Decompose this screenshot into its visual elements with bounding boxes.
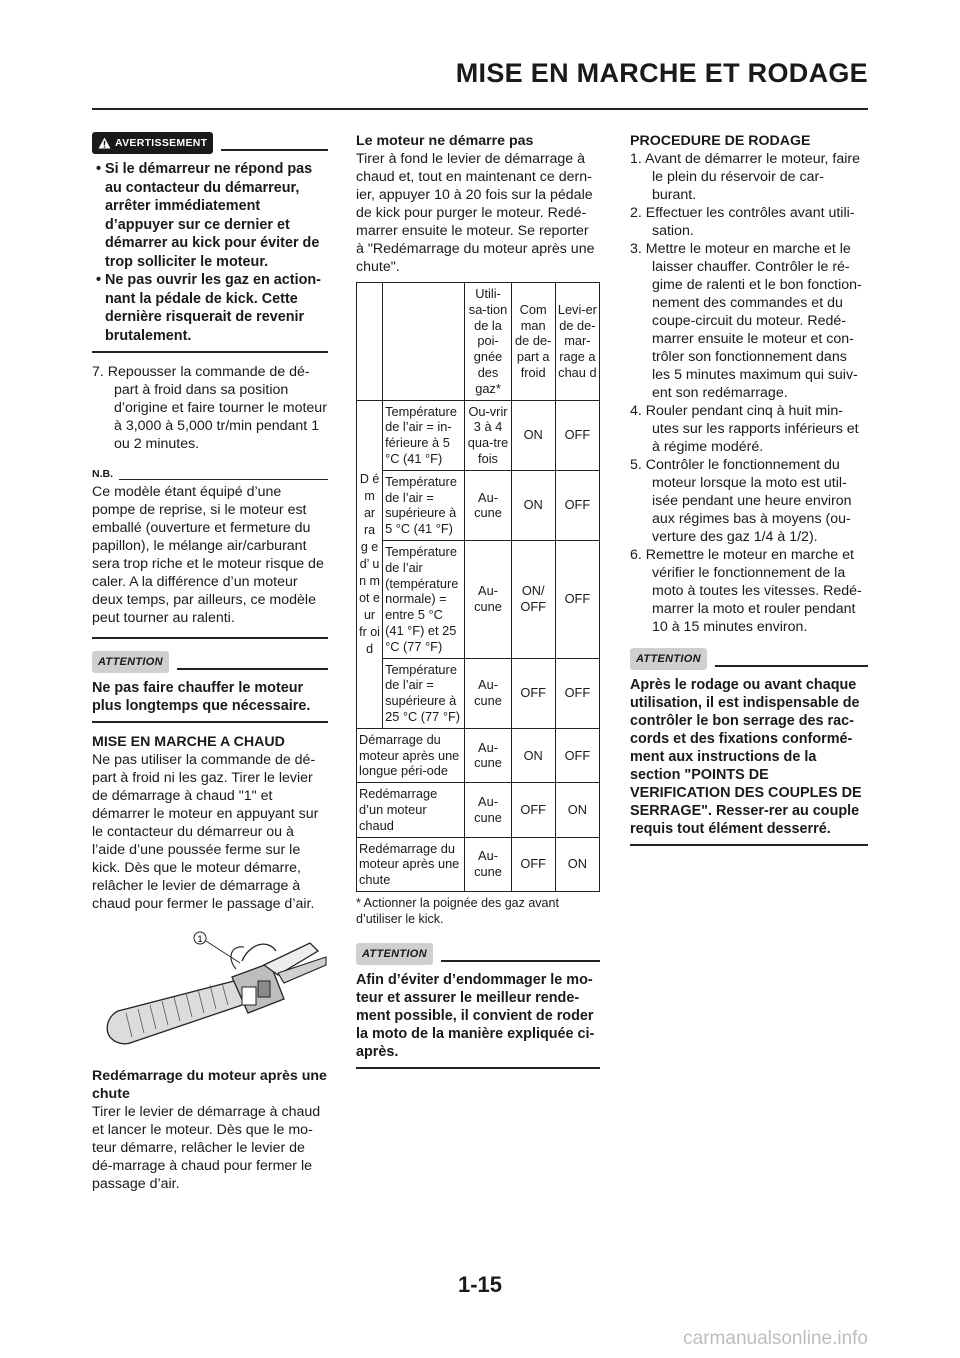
table-row-label: Redémarrage d’un moteur chaud — [357, 783, 465, 837]
attention-box-bottom — [630, 844, 868, 846]
attention-rule — [441, 960, 600, 962]
table-row-label: Température de l’air = supérieure à 25 °C (77 °F) — [383, 658, 465, 728]
break-in-steps — [630, 150, 868, 636]
no-start-text: Tirer à fond le levier de démarrage à chaud et, tout en maintenant ce dern-ier, appuyer 10 à 20 fois sur la pédale de kick pour purger le moteur. Redé-marrer ensuite le moteur. Se reporter à "Redémarrage du moteur après une chute". — [356, 151, 595, 275]
table-cell-choke: ON/ OFF — [511, 540, 555, 658]
table-cell-choke: OFF — [511, 783, 555, 837]
warning-badge — [92, 132, 213, 154]
table-cell-choke: OFF — [511, 658, 555, 728]
attention-badge: ATTENTION — [630, 648, 707, 670]
attention-header — [92, 651, 328, 673]
break-in-step: 5. Contrôler le fonctionnement du moteur lorsque la moto est util-isée pendant une heure environ aux régimes bas à moyens (ou-verture des gaz 1/4 à 1/2). — [630, 457, 852, 545]
page-number: 1-15 — [457, 1272, 503, 1297]
column-right — [630, 132, 868, 846]
table-cell-hot: OFF — [555, 470, 599, 540]
warning-rule — [221, 149, 328, 151]
figure-callout: 1 — [197, 934, 203, 944]
table-header-row — [357, 283, 600, 401]
handlebar-illustration — [92, 921, 328, 1061]
break-in-title: PROCEDURE DE RODAGE — [630, 133, 811, 149]
title-rule — [92, 108, 868, 110]
table-cell-hot: ON — [555, 837, 599, 891]
attention-box-bottom — [92, 721, 328, 723]
column-middle — [356, 132, 600, 1069]
table-header-cell: Utili-sa-tion de la poi-gnée des gaz* — [465, 283, 511, 401]
table-row — [357, 400, 600, 470]
attention-text: Après le rodage ou avant chaque utilisation, il est indispensable de contrôler le bon serrage des rac-cords et des fixations conformé-ment aux instructions de la section "POINTS DE VERIFICATION DES COUPLES DE SERRAGE". Resser-rer au couple requis tout élément desserré. — [630, 677, 862, 837]
table-footnote: * Actionner la poignée des gaz avant d’utiliser le kick. — [356, 895, 559, 926]
page-title: MISE EN MARCHE ET RODAGE — [455, 58, 868, 88]
attention-rule — [715, 665, 868, 667]
column-left — [92, 132, 328, 1193]
watermark: carmanualsonline.info — [683, 1328, 868, 1349]
attention-box-bottom — [356, 1067, 600, 1069]
warning-box-bottom — [92, 351, 328, 353]
table-corner-cell — [383, 283, 465, 401]
table-row-label: Température de l’air = supérieure à 5 °C (41 °F) — [383, 470, 465, 540]
table-group-label: D é m ar ra g e d’ u n m ot e ur fr oi d — [357, 400, 383, 728]
table-cell-throttle: Au-cune — [465, 837, 511, 891]
attention-text: Afin d’éviter d’endommager le mo-teur et assurer le meilleur rende-ment possible, il convient de roder la moto de la manière expliquée ci-après. — [356, 971, 595, 1060]
attention-badge: ATTENTION — [356, 943, 433, 965]
table-cell-throttle: Au-cune — [465, 783, 511, 837]
table-cell-throttle: Au-cune — [465, 728, 511, 782]
step-list — [92, 363, 328, 453]
break-in-step: 6. Remettre le moteur en marche et vérifier le fonctionnement de la moto à toutes les vitesses. Redé-marrer la moto et rouler pendant 10 à 15 minutes environ. — [630, 547, 862, 635]
hot-start-text: Ne pas utiliser la commande de dé-part à froid ni les gaz. Tirer le levier de démarrage à chaud "1" et démarrer le moteur en appuyant sur le contacteur du démarreur ou à l’aide d’une poussée ferme sur le kick. Dès que le moteur démarre, relâcher le levier de démarrage à chaud pour fermer le passage d’air. — [92, 752, 319, 912]
table-row-label: Démarrage du moteur après une longue péri-ode — [357, 728, 465, 782]
step-7: 7. Repousser la commande de dé-part à froid dans sa position d’origine et faire tourner le moteur à 3,000 à 5,000 tr/min pendant 1 ou 2 minutes. — [92, 364, 327, 452]
break-in-step: 3. Mettre le moteur en marche et le laisser chauffer. Contrôler le ré-gime de ralenti et le bon fonction-nement des commandes et du coupe-circuit du moteur. Redé-marrer ensuite le moteur et con-trôler son fonctionnement dans les 5 minutes maximum qui suiv-ent son redémarrage. — [630, 241, 862, 401]
table-row — [357, 728, 600, 782]
attention-header — [356, 943, 600, 965]
table-cell-hot: OFF — [555, 658, 599, 728]
table-cell-throttle: Au-cune — [465, 658, 511, 728]
table-cell-throttle: Au-cune — [465, 540, 511, 658]
no-start-title: Le moteur ne démarre pas — [356, 133, 534, 149]
table-row — [357, 540, 600, 658]
table-cell-hot: OFF — [555, 728, 599, 782]
warning-list — [92, 160, 328, 345]
table-cell-choke: ON — [511, 470, 555, 540]
table-cell-hot: ON — [555, 783, 599, 837]
nb-label: N.B. — [92, 468, 113, 480]
table-row — [357, 658, 600, 728]
table-cell-hot: OFF — [555, 540, 599, 658]
break-in-step: 1. Avant de démarrer le moteur, faire le plein du réservoir de car-burant. — [630, 151, 861, 203]
start-table — [356, 282, 600, 892]
table-row-label: Température de l’air (température normale) = entre 5 °C (41 °F) et 25 °C (77 °F) — [383, 540, 465, 658]
table-row-label: Température de l’air = in-férieure à 5 °C (41 °F) — [383, 400, 465, 470]
attention-rule — [177, 668, 328, 670]
warning-item: • Ne pas ouvrir les gaz en action-nant la pédale de kick. Cette dernière risquerait de revenir brutalement. — [96, 272, 321, 344]
nb-header — [92, 465, 328, 483]
table-cell-choke: ON — [511, 400, 555, 470]
table-row — [357, 783, 600, 837]
restart-title: Redémarrage du moteur après une chute — [92, 1068, 327, 1102]
table-row — [357, 837, 600, 891]
attention-header — [630, 648, 868, 670]
table-row — [357, 470, 600, 540]
hot-start-title: MISE EN MARCHE A CHAUD — [92, 734, 285, 750]
restart-text: Tirer le levier de démarrage à chaud et lancer le moteur. Dès que le mo-teur démarre, relâcher le levier de dé-marrage à chaud pour fermer le passage d’air. — [92, 1104, 321, 1192]
table-header-cell: Levi-er de de-mar-rage a chau d — [555, 283, 599, 401]
warning-triangle-icon — [98, 137, 111, 149]
table-row-label: Redémarrage du moteur après une chute — [357, 837, 465, 891]
table-header-cell: Com man de de-part a froid — [511, 283, 555, 401]
attention-badge: ATTENTION — [92, 651, 169, 673]
table-corner-cell — [357, 283, 383, 401]
warning-label: AVERTISSEMENT — [115, 137, 208, 149]
table-cell-hot: OFF — [555, 400, 599, 470]
nb-box-bottom — [92, 637, 328, 639]
table-cell-choke: ON — [511, 728, 555, 782]
attention-text: Ne pas faire chauffer le moteur plus longtemps que nécessaire. — [92, 680, 311, 714]
nb-rule — [119, 479, 328, 480]
warning-header — [92, 132, 328, 154]
table-cell-choke: OFF — [511, 837, 555, 891]
nb-text: Ce modèle étant équipé d’une pompe de reprise, si le moteur est emballé (ouverture et fermeture du papillon), le mélange air/carburant sera trop riche et le moteur risque de caler. A la différence d’un moteur deux temps, par ailleurs, ce modèle peut tourner au ralenti. — [92, 484, 324, 626]
break-in-step: 2. Effectuer les contrôles avant utili-sation. — [630, 205, 855, 239]
warning-item: • Si le démarreur ne répond pas au contacteur du démarreur, arrêter immédiatement d’appuyer sur ce dernier et démarrer au kick pour éviter de trop solliciter le moteur. — [96, 161, 320, 270]
table-cell-throttle: Ou-vrir 3 à 4 qua-tre fois — [465, 400, 511, 470]
break-in-step: 4. Rouler pendant cinq à huit min-utes sur les rapports inférieurs et à régime modéré. — [630, 403, 859, 455]
table-cell-throttle: Au-cune — [465, 470, 511, 540]
